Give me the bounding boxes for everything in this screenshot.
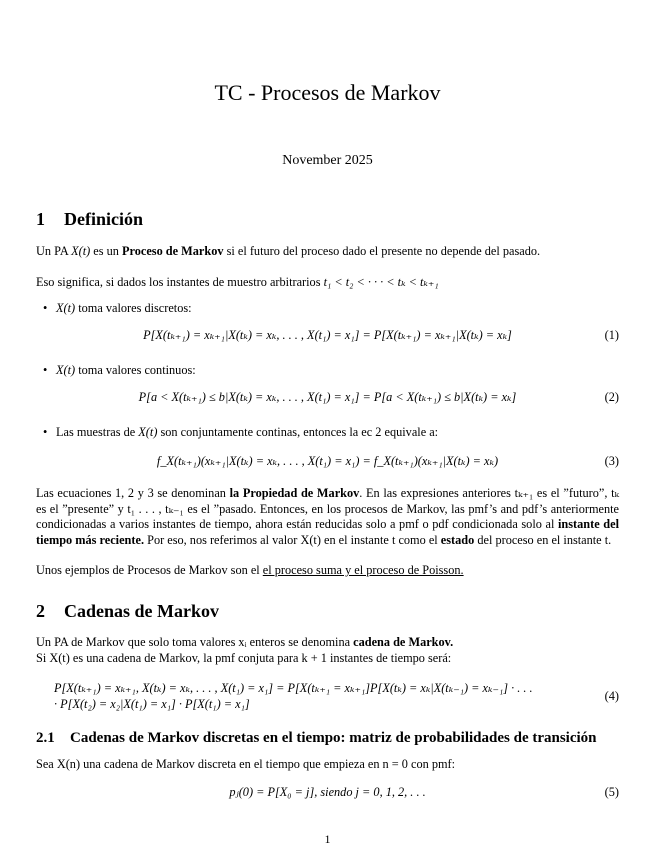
math-inline: t₁ < t₂ < · · · < tₖ < tₖ₊₁ bbox=[323, 275, 439, 289]
bullet-discrete bbox=[56, 301, 192, 316]
equation-4-line-2: · P[X(t₂) = x₂|X(t₁) = x₁] · P[X(t₁) = x₁] bbox=[54, 697, 250, 711]
meaning-paragraph bbox=[36, 275, 619, 291]
section-title: Definición bbox=[64, 209, 143, 229]
text-span: Las muestras de bbox=[56, 425, 139, 439]
equation-number: (2) bbox=[604, 390, 619, 404]
section-number: 2 bbox=[36, 601, 45, 621]
section-1-heading bbox=[36, 209, 143, 230]
equation-number: (4) bbox=[604, 689, 619, 703]
equation-number: (5) bbox=[604, 785, 619, 799]
equation-number: (3) bbox=[604, 454, 619, 468]
subsection-title: Cadenas de Markov discretas en el tiempo: matriz de probabilidades de transición bbox=[70, 730, 597, 746]
text-span: Las ecuaciones 1, 2 y 3 se denominan bbox=[36, 486, 230, 500]
text-span: Por eso, nos referimos al valor X(t) en el instante t como el bbox=[144, 532, 441, 547]
section-number: 1 bbox=[36, 209, 45, 229]
document-date: November 2025 bbox=[282, 153, 373, 168]
examples-paragraph bbox=[36, 563, 619, 579]
document-title: TC - Procesos de Markov bbox=[214, 80, 441, 105]
math-var: X(t) bbox=[71, 244, 91, 258]
text-span: Eso significa, si dados los instantes de muestro arbitrarios bbox=[36, 275, 324, 289]
math-var: X(t) bbox=[56, 363, 76, 377]
page-number: 1 bbox=[324, 832, 331, 846]
equation-number: (1) bbox=[604, 328, 619, 342]
bullet-continuous bbox=[56, 363, 196, 378]
math-var: X(t) bbox=[138, 425, 158, 439]
section-title: Cadenas de Markov bbox=[64, 601, 220, 621]
subsection-intro-line bbox=[36, 757, 619, 773]
intro-paragraph bbox=[36, 244, 619, 260]
text-span: si el futuro del proceso dado el presente no depende del pasado. bbox=[223, 244, 541, 258]
text-span: toma valores continuos: bbox=[75, 363, 196, 377]
text-span: son conjuntamente continas, entonces la ec 2 equivale a: bbox=[157, 425, 439, 439]
equation-body: pⱼ(0) = P[X₀ = j], siendo j = 0, 1, 2, . . . bbox=[229, 785, 426, 799]
joint-pmf-line bbox=[36, 651, 619, 667]
bold-term: cadena de Markov. bbox=[353, 635, 454, 649]
text-span: . En las expresiones anteriores tₖ₊₁ es el ”futuro”, tₖ es el ”presente” y t₁ . . . , tₖ₋₁ es el ”pasado. Entonces, en los procesos de Markov, las pmf’s and pdf’s anteriormente condicionadas a varios instantes de tiempo, ahora están reducidas solo a pmf o pdf condicionada solo al bbox=[36, 486, 620, 531]
bullet-joint bbox=[56, 425, 438, 440]
math-var: X(t) bbox=[56, 301, 76, 315]
text-span: Un PA bbox=[36, 244, 72, 258]
bold-term: la Propiedad de Markov bbox=[229, 486, 360, 500]
subsection-2-1-heading bbox=[36, 730, 597, 747]
bold-term: Proceso de Markov bbox=[121, 244, 224, 258]
text-span: Sea X(n) una cadena de Markov discreta en el tiempo que empieza en n = 0 con pmf: bbox=[36, 757, 456, 771]
text-span: toma valores discretos: bbox=[75, 301, 192, 315]
text-span: del proceso en el instante t. bbox=[474, 532, 612, 547]
underlined-link[interactable]: el proceso suma y el proceso de Poisson. bbox=[262, 563, 464, 577]
subsection-number: 2.1 bbox=[36, 730, 55, 746]
section-2-heading bbox=[36, 601, 219, 622]
equation-body: P[a < X(tₖ₊₁) ≤ b|X(tₖ) = xₖ, . . . , X(t₁) = x₁] = P[a < X(tₖ₊₁) ≤ b|X(tₖ) = xₖ] bbox=[138, 390, 517, 404]
text-span: es un bbox=[90, 244, 122, 258]
markov-property-paragraph bbox=[36, 486, 619, 548]
chain-definition-line bbox=[36, 635, 619, 651]
equation-4-line-1: P[X(tₖ₊₁) = xₖ₊₁, X(tₖ) = xₖ, . . . , X(t₁) = x₁] = P[X(tₖ₊₁ = xₖ₊₁]P[X(tₖ) = xₖ|X(tₖ₋₁) = xₖ₋₁] · . . . bbox=[54, 681, 533, 695]
equation-body: P[X(tₖ₊₁) = xₖ₊₁|X(tₖ) = xₖ, . . . , X(t₁) = x₁] = P[X(tₖ₊₁) = xₖ₊₁|X(tₖ) = xₖ] bbox=[143, 328, 512, 342]
text-span: Un PA de Markov que solo toma valores xᵢ enteros se denomina bbox=[36, 635, 354, 649]
bold-term: estado bbox=[440, 532, 475, 547]
equation-body: f_X(tₖ₊₁)(xₖ₊₁|X(tₖ) = xₖ, . . . , X(t₁) = x₁) = f_X(tₖ₊₁)(xₖ₊₁|X(tₖ) = xₖ) bbox=[156, 454, 499, 468]
text-span: Si X(t) es una cadena de Markov, la pmf conjuta para k + 1 instantes de tiempo será: bbox=[36, 651, 452, 665]
text-span: Unos ejemplos de Procesos de Markov son el bbox=[36, 563, 263, 577]
bold-term: instante del tiempo más reciente. bbox=[36, 517, 619, 547]
